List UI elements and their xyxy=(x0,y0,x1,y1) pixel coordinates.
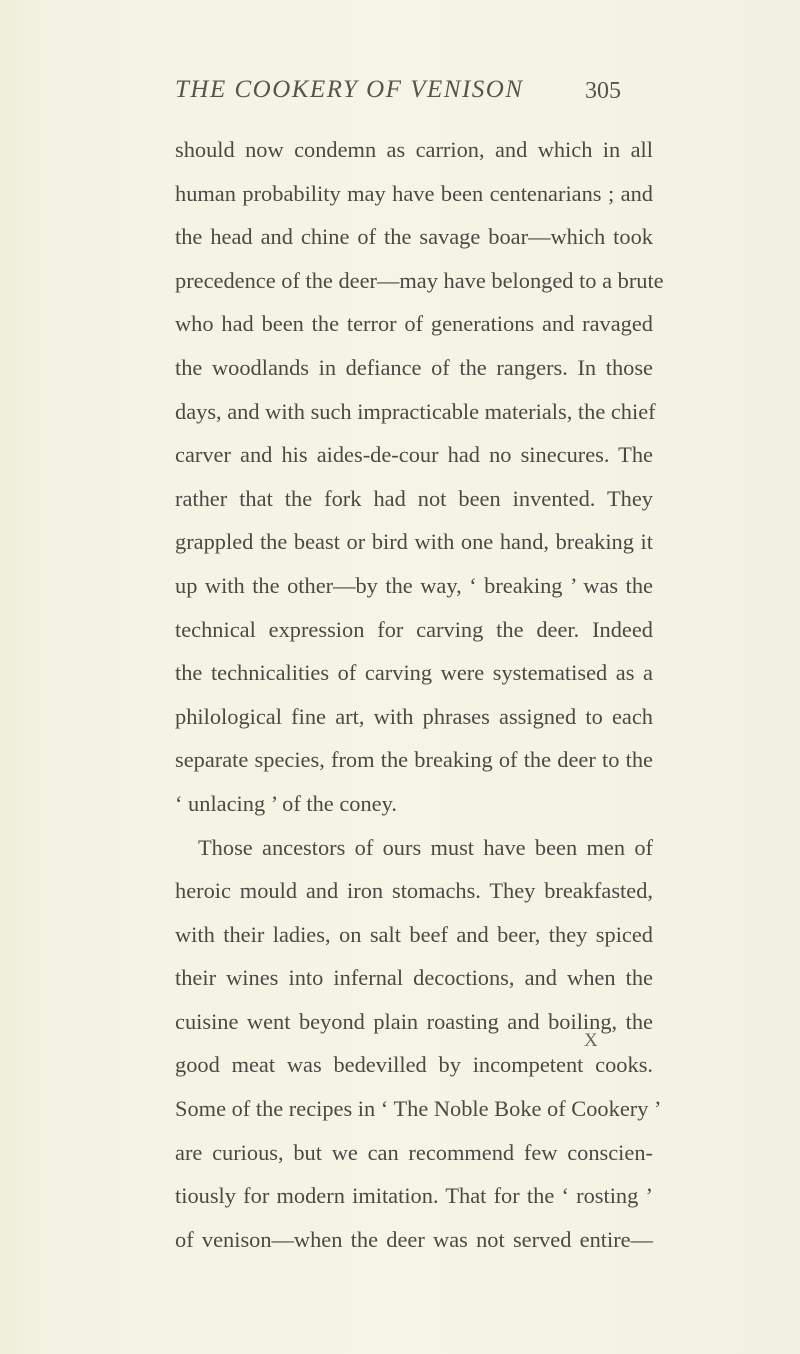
text-line: precedence of the deer—may have belonged to a brute xyxy=(175,267,664,293)
running-head xyxy=(0,76,800,116)
page-number: 305 xyxy=(585,78,621,104)
text-line: human probability may have been centenarians ; and xyxy=(175,180,653,206)
text-line: Some of the recipes in ‘ The Noble Boke of Cookery ’ xyxy=(175,1096,662,1122)
text-line: good meat was bedevilled by incompetent cooks. xyxy=(175,1052,653,1078)
text-line: tiously for modern imitation. That for the ‘ rosting ’ xyxy=(175,1183,653,1209)
text-line: the technicalities of carving were systematised as a xyxy=(175,660,653,686)
text-line: who had been the terror of generations and ravaged xyxy=(175,311,653,337)
text-line: their wines into infernal decoctions, and when the xyxy=(175,965,653,991)
text-line: are curious, but we can recommend few conscien- xyxy=(175,1139,653,1165)
running-title: THE COOKERY OF VENISON xyxy=(175,76,524,103)
text-line: technical expression for carving the deer. Indeed xyxy=(175,616,653,642)
text-line: the woodlands in defiance of the rangers. In those xyxy=(175,354,653,380)
text-line: carver and his aides-de-cour had no sinecures. The xyxy=(175,442,653,468)
text-line: cuisine went beyond plain roasting and boiling, the xyxy=(175,1008,653,1034)
text-line: with their ladies, on salt beef and beer, they spiced xyxy=(175,921,653,947)
text-line: of venison—when the deer was not served entire— xyxy=(175,1226,653,1252)
text-line: philological fine art, with phrases assigned to each xyxy=(175,703,653,729)
text-line: up with the other—by the way, ‘ breaking ’ was the xyxy=(175,572,653,598)
text-line: Those ancestors of ours must have been men of xyxy=(198,834,653,860)
text-line: separate species, from the breaking of the deer to the xyxy=(175,747,653,773)
text-line: ‘ unlacing ’ of the coney. xyxy=(175,790,397,816)
text-line: heroic mould and iron stomachs. They breakfasted, xyxy=(175,878,653,904)
text-line: rather that the fork had not been invented. They xyxy=(175,485,653,511)
body-text xyxy=(175,128,664,1261)
signature-mark: X xyxy=(584,1030,598,1051)
text-line: grappled the beast or bird with one hand, breaking it xyxy=(175,529,653,555)
text-line: the head and chine of the savage boar—which took xyxy=(175,224,653,250)
text-line: days, and with such impracticable materials, the chief xyxy=(175,398,656,424)
text-line: should now condemn as carrion, and which in all xyxy=(175,137,653,162)
